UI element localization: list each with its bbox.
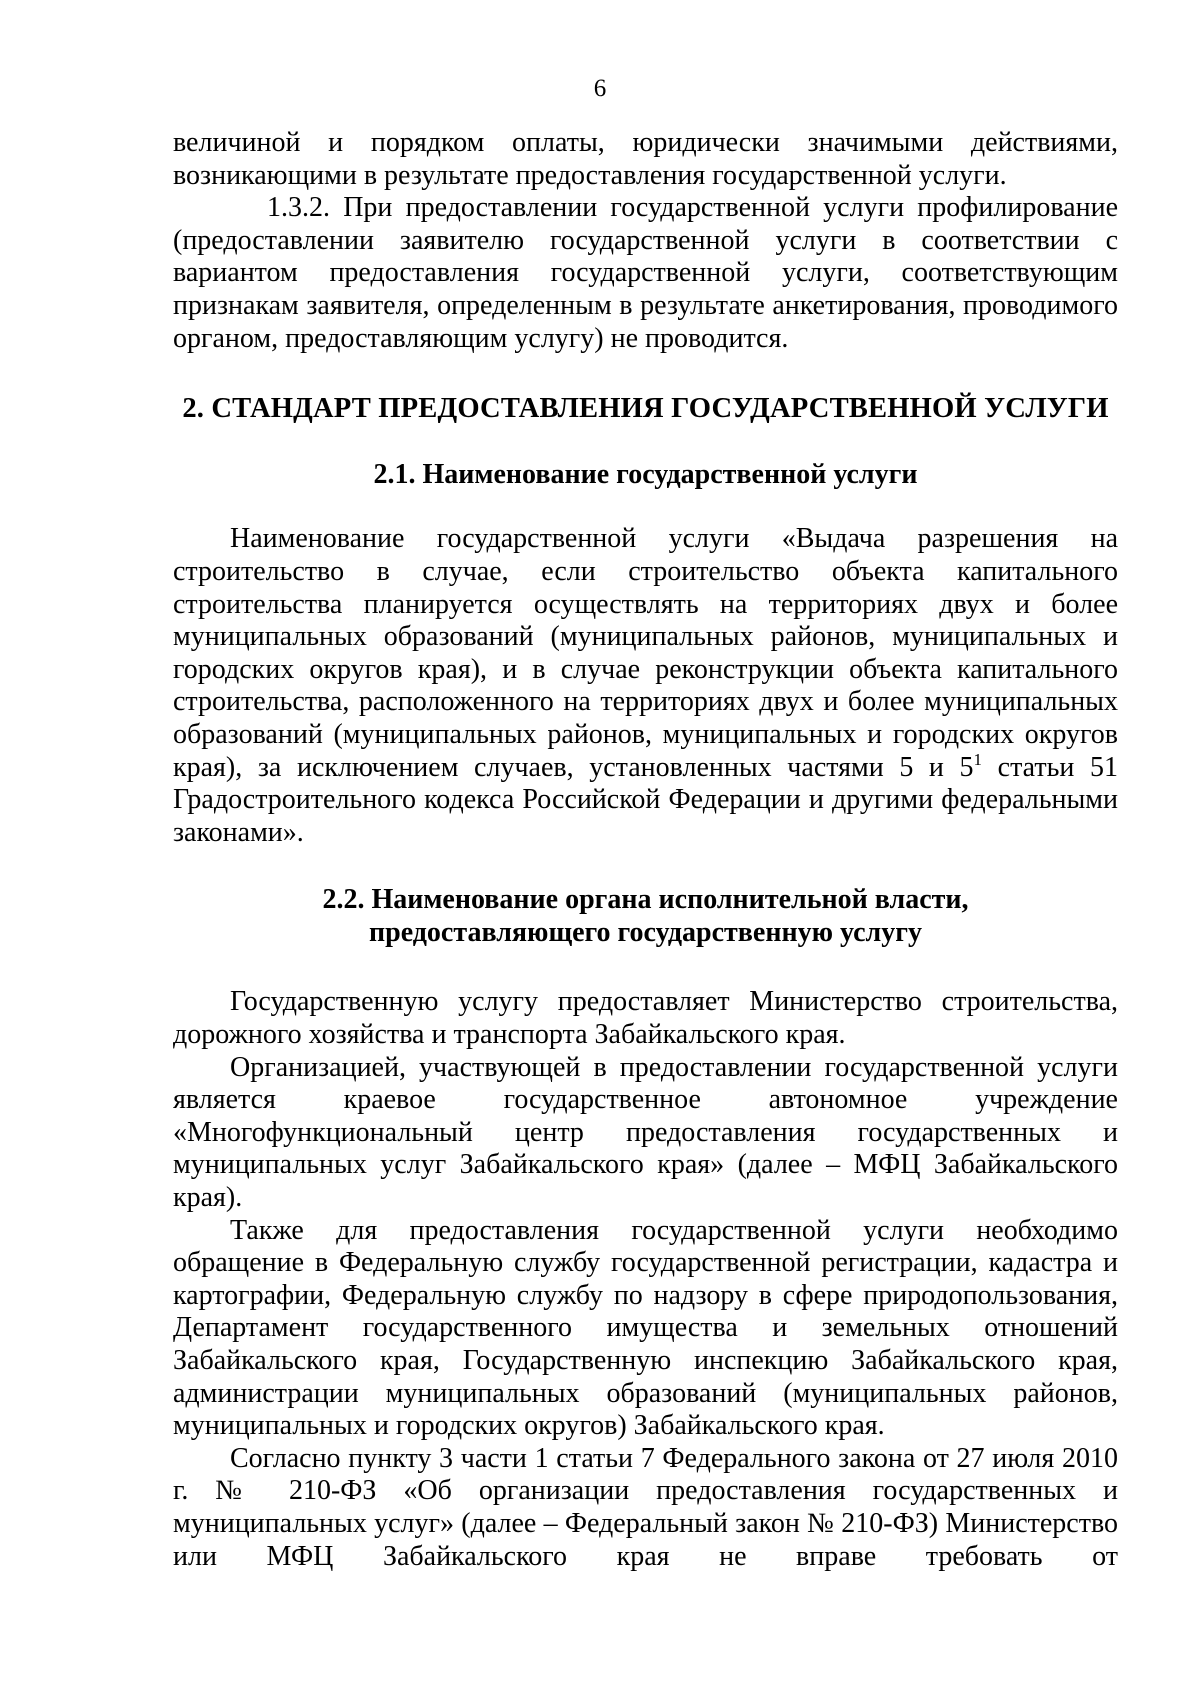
section-2-2-paragraph-2: Организацией, участвующей в предоставлении государственной услуги является краевое государственное автономное учреждение «Многофункциональный центр предоставления государственных и муниципальных услуг Забайкальского края» (далее – МФЦ Забайкальского края).: [173, 1051, 1118, 1214]
document-body: [173, 127, 1118, 1573]
paragraph-1-3-2: 1.3.2. При предоставлении государственной услуги профилирование (предоставлении заявителю государственной услуги в соответствии с вариантом предоставления государственной услуги, соответствующим признакам заявителя, определенным в результате анкетирования, проводимого органом, предоставляющим услугу) не проводится.: [173, 192, 1118, 354]
section-2-2-title: [173, 884, 1118, 949]
section-2-2-paragraph-4: Согласно пункту 3 части 1 статьи 7 Федерального закона от 27 июля 2010 г. № 210-ФЗ «Об организации предоставления государственных и муниципальных услуг» (далее – Федеральный закон № 210-ФЗ) Министерство или МФЦ Забайкальского края не вправе требовать от: [173, 1442, 1118, 1572]
section-2-1-title: 2.1. Наименование государственной услуги: [373, 458, 918, 490]
chapter-title: 2. СТАНДАРТ ПРЕДОСТАВЛЕНИЯ ГОСУДАРСТВЕННОЙ УСЛУГИ: [182, 393, 1109, 425]
superscript-marker: 1: [973, 749, 983, 769]
section-2-1-text-b: статьи 51 Градостроительного кодекса Российской Федерации и другими федеральными законами».: [173, 751, 1118, 848]
paragraph-intro: величиной и порядком оплаты, юридически значимыми действиями, возникающими в результате предоставления государственной услуги.: [173, 127, 1118, 191]
section-2-2-title-line1: 2.2. Наименование органа исполнительной власти,: [322, 884, 969, 916]
section-2-2-paragraph-3: Также для предоставления государственной услуги необходимо обращение в Федеральную службу государственной регистрации, кадастра и картографии, Федеральную службу по надзору в сфере природопользования, Департамент государственного имущества и земельных отношений Забайкальского края, Государственную инспекцию Забайкальского края, администрации муниципальных образований (муниципальных районов, муниципальных и городских округов) Забайкальского края.: [173, 1214, 1118, 1442]
section-2-1-text-a: Наименование государственной услуги «Выдача разрешения на строительство в случае, если строительство объекта капитального строительства планируется осуществлять на территориях двух и более муниципальных образований (муниципальных районов, муниципальных и городских округов края), и в случае реконструкции объекта капитального строительства, расположенного на территориях двух и более муниципальных образований (муниципальных районов, муниципальных и городских округов края), за исключением случаев, установленных частями 5 и 5: [173, 523, 1118, 783]
section-2-2-title-line2: предоставляющего государственную услугу: [369, 916, 922, 948]
section-2-2-paragraph-1: Государственную услугу предоставляет Министерство строительства, дорожного хозяйства и транспорта Забайкальского края.: [173, 986, 1118, 1051]
page-number: 6: [593, 75, 607, 102]
section-2-1-body: [173, 523, 1118, 849]
